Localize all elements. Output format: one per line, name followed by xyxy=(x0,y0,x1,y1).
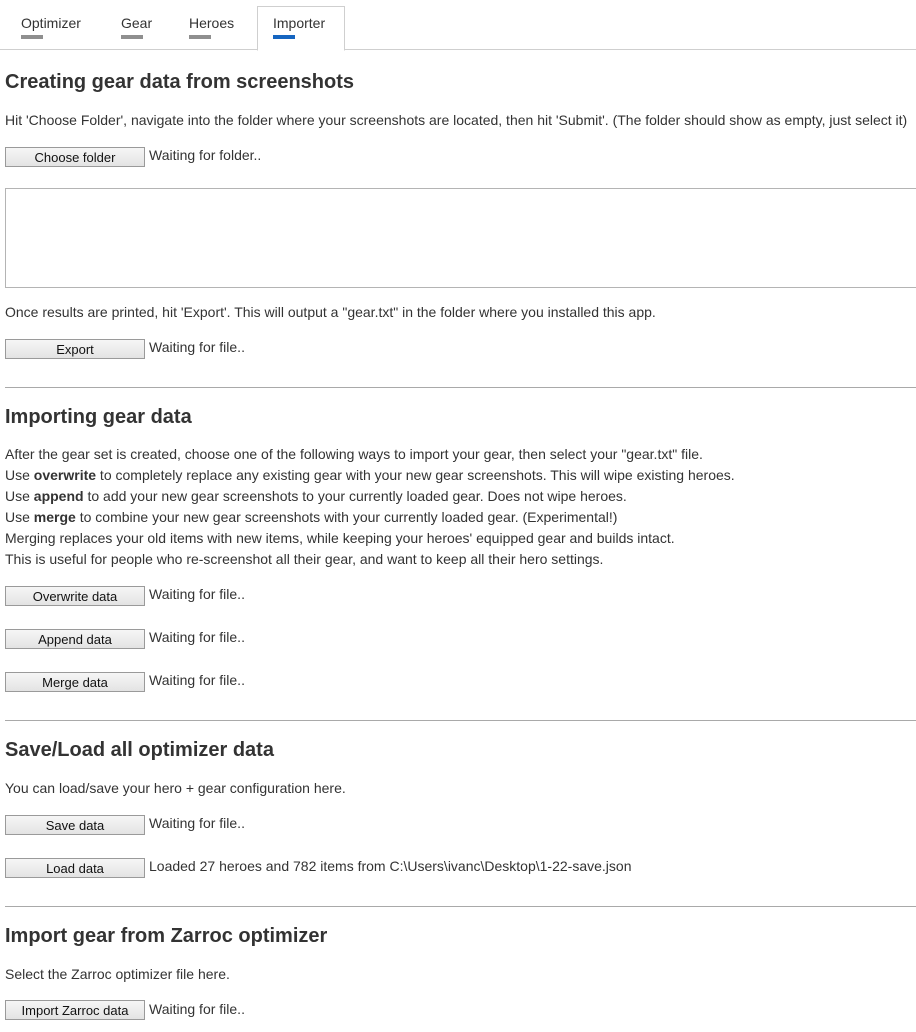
tab-optimizer-label: Optimizer xyxy=(21,15,81,31)
importing-line-2 xyxy=(5,465,735,486)
tab-gear-indicator xyxy=(121,35,143,39)
save-data-button[interactable]: Save data xyxy=(5,815,145,835)
overwrite-data-button[interactable]: Overwrite data xyxy=(5,586,145,606)
results-output-area[interactable] xyxy=(5,188,916,288)
import-zarroc-status: Waiting for file.. xyxy=(149,1001,245,1017)
tab-optimizer[interactable] xyxy=(5,6,101,50)
save-status: Waiting for file.. xyxy=(149,815,245,831)
section-divider xyxy=(5,906,916,907)
overwrite-status: Waiting for file.. xyxy=(149,586,245,602)
zarroc-instructions: Select the Zarroc optimizer file here. xyxy=(5,966,230,982)
import-zarroc-button[interactable]: Import Zarroc data xyxy=(5,1000,145,1020)
importing-line-3 xyxy=(5,486,735,507)
tab-heroes[interactable] xyxy=(173,6,255,50)
importing-line-1: After the gear set is created, choose one of the following ways to import your gear, then select your "gear.txt" file. xyxy=(5,446,703,462)
export-button[interactable]: Export xyxy=(5,339,145,359)
choose-folder-button[interactable]: Choose folder xyxy=(5,147,145,167)
tab-optimizer-indicator xyxy=(21,35,43,39)
screenshots-instructions: Hit 'Choose Folder', navigate into the folder where your screenshots are located, then hit 'Submit'. (The folder should show as empty, just select it) xyxy=(5,112,908,128)
screenshots-section-title: Creating gear data from screenshots xyxy=(5,71,354,93)
importing-instructions xyxy=(5,444,735,570)
tab-gear[interactable] xyxy=(105,6,171,50)
tab-importer-label: Importer xyxy=(273,15,326,31)
tab-bar xyxy=(0,0,916,50)
importing-line-6: This is useful for people who re-screenshot all their gear, and want to keep all their hero settings. xyxy=(5,551,604,567)
append-data-button[interactable]: Append data xyxy=(5,629,145,649)
section-divider xyxy=(5,720,916,721)
load-status: Loaded 27 heroes and 782 items from C:\Users\ivanc\Desktop\1-22-save.json xyxy=(149,858,632,874)
tab-heroes-indicator xyxy=(189,35,211,39)
tab-gear-label: Gear xyxy=(121,15,153,31)
saveload-instructions: You can load/save your hero + gear configuration here. xyxy=(5,780,346,796)
zarroc-section-title: Import gear from Zarroc optimizer xyxy=(5,925,328,947)
merge-status: Waiting for file.. xyxy=(149,672,245,688)
overwrite-keyword: overwrite xyxy=(33,467,97,483)
importing-line-5: Merging replaces your old items with new items, while keeping your heroes' equipped gear and builds intact. xyxy=(5,530,675,546)
load-data-button[interactable]: Load data xyxy=(5,858,145,878)
export-status: Waiting for file.. xyxy=(149,339,245,355)
importing-section-title: Importing gear data xyxy=(5,406,192,428)
line-3-prefix: Use xyxy=(5,488,34,504)
importing-line-4 xyxy=(5,507,735,528)
append-status: Waiting for file.. xyxy=(149,629,245,645)
saveload-section-title: Save/Load all optimizer data xyxy=(5,739,274,761)
choose-folder-status: Waiting for folder.. xyxy=(149,147,262,163)
merge-data-button[interactable]: Merge data xyxy=(5,672,145,692)
merge-keyword: merge xyxy=(33,509,76,525)
line-4-prefix: Use xyxy=(5,509,34,525)
line-3-suffix: to add your new gear screenshots to your currently loaded gear. Does not wipe heroes. xyxy=(83,488,627,504)
tab-importer[interactable] xyxy=(257,6,345,51)
line-2-suffix: to completely replace any existing gear with your new gear screenshots. This will wipe existing heroes. xyxy=(96,467,735,483)
line-4-suffix: to combine your new gear screenshots with your currently loaded gear. (Experimental!) xyxy=(75,509,618,525)
append-keyword: append xyxy=(33,488,84,504)
export-instructions: Once results are printed, hit 'Export'. This will output a "gear.txt" in the folder where you installed this app. xyxy=(5,304,656,320)
tab-heroes-label: Heroes xyxy=(189,15,235,31)
tab-importer-indicator xyxy=(273,35,295,39)
section-divider xyxy=(5,387,916,388)
line-2-prefix: Use xyxy=(5,467,34,483)
